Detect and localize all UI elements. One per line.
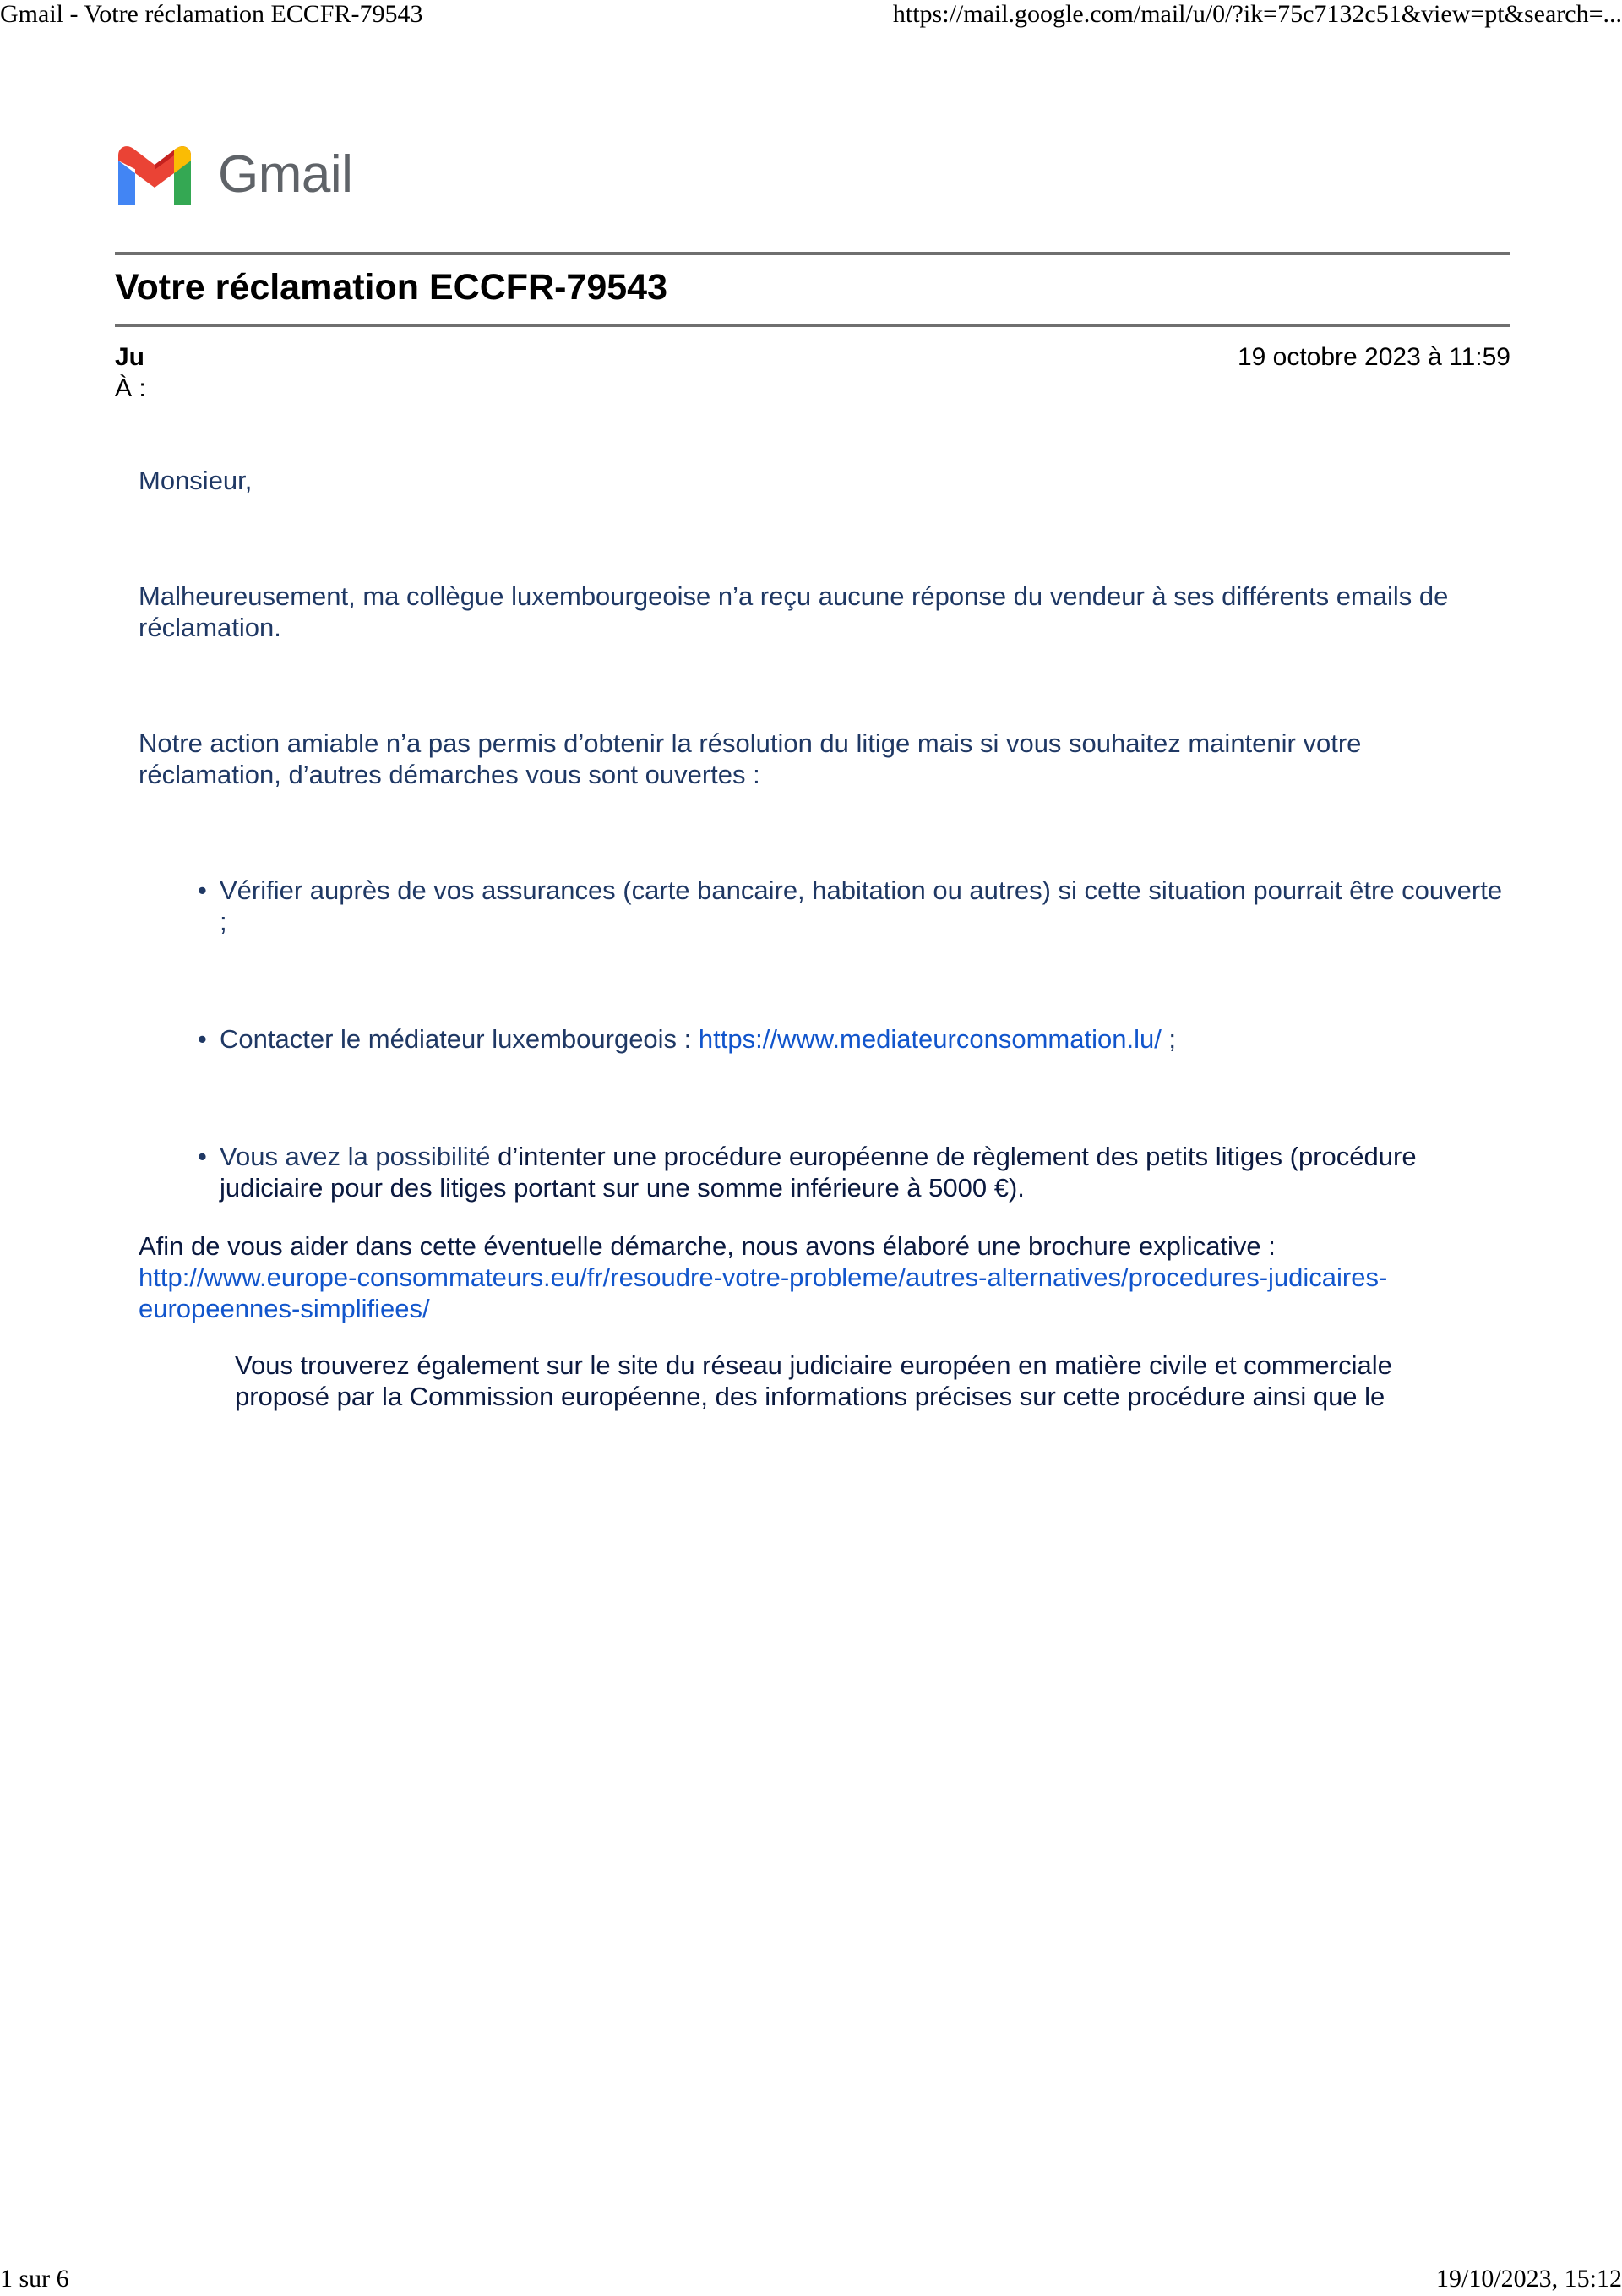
email-date: 19 octobre 2023 à 11:59: [1237, 343, 1510, 371]
paragraph-4: Vous trouverez également sur le site du réseau judiciaire européen en matière civile et commerciale proposé par la Commission européenne, des informations précises sur cette procédure ainsi que le: [235, 1350, 1392, 1411]
gmail-m-icon: [115, 144, 194, 205]
bullet-icon: •: [198, 1142, 207, 1171]
mediateur-link[interactable]: https://www.mediateurconsommation.lu/: [698, 1024, 1162, 1054]
gmail-logo: [115, 144, 352, 205]
subject-bottom-rule: [115, 324, 1510, 327]
sender-name: Ju: [115, 343, 145, 371]
print-footer: [0, 2265, 1622, 2293]
print-page-title: Gmail - Votre réclamation ECCFR-79543: [0, 0, 423, 28]
bullet-icon: •: [198, 875, 207, 905]
list-item: • Vous avez la possibilité d’intenter une procédure européenne de règlement des petits litiges (procédure judiciaire pour des litiges portant sur une somme inférieure à 5000 €).: [198, 1142, 1417, 1203]
print-header: [0, 0, 1622, 29]
paragraph-1: Malheureusement, ma collègue luxembourgeoise n’a reçu aucune réponse du vendeur à ses différents emails de réclamation.: [139, 581, 1449, 642]
subject-top-rule: [115, 252, 1510, 255]
recipient-label: À :: [115, 374, 146, 402]
greeting: Monsieur,: [139, 466, 253, 495]
page-counter: 1 sur 6: [0, 2265, 69, 2293]
bullet-icon: •: [198, 1024, 207, 1054]
paragraph-2: Notre action amiable n’a pas permis d’obtenir la résolution du litige mais si vous souhaitez maintenir votre réclamation, d’autres démarches vous sont ouvertes :: [139, 728, 1362, 789]
paragraph-3: Afin de vous aider dans cette éventuelle démarche, nous avons élaboré une brochure explicative : http://www.europe-consommateurs.eu/fr/resoudre-votre-probleme/autres-alternatives/procedures-judicaires-europeennes-simplifiees/: [139, 1231, 1388, 1323]
email-subject: Votre réclamation ECCFR-79543: [115, 267, 667, 308]
list-item: • Vérifier auprès de vos assurances (carte bancaire, habitation ou autres) si cette situation pourrait être couverte ;: [198, 875, 1503, 936]
gmail-wordmark: Gmail: [218, 145, 353, 204]
print-timestamp: 19/10/2023, 15:12: [1435, 2265, 1622, 2293]
print-page-url: https://mail.google.com/mail/u/0/?ik=75c7132c51&view=pt&search=...: [892, 0, 1622, 28]
brochure-link[interactable]: http://www.europe-consommateurs.eu/fr/resoudre-votre-probleme/autres-alternatives/procedures-judicaires-europeennes-simplifiees/: [139, 1263, 1388, 1323]
list-item: • Contacter le médiateur luxembourgeois : https://www.mediateurconsommation.lu/ ;: [198, 1024, 1177, 1054]
